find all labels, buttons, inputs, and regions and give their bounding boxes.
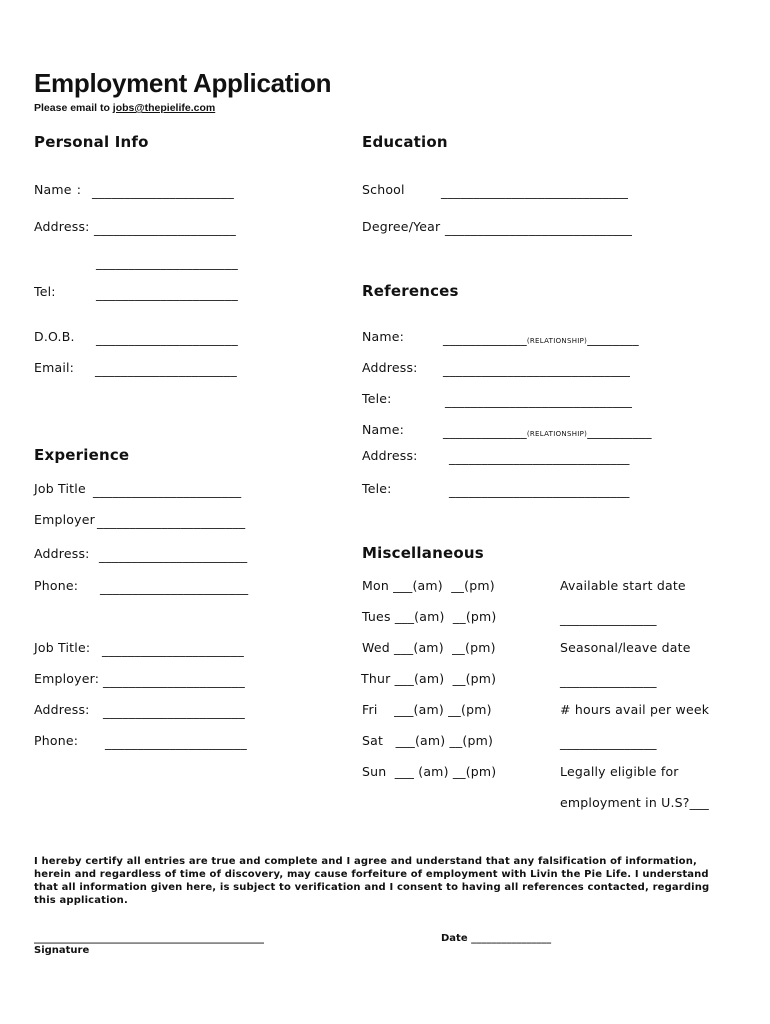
employer1-label: Employer [34,512,95,527]
signature-field[interactable]: ______________________________________________ [34,933,264,944]
seasonal-leave-label: Seasonal/leave date [560,640,691,655]
name-colon: : [76,182,82,197]
tel-field[interactable]: ______________________ [96,286,238,301]
availability-sat[interactable]: Sat ___(am) __(pm) [362,733,494,748]
ref1-name-label: Name: [362,329,405,344]
address-label: Address: [34,219,90,234]
availability-mon[interactable]: Mon ___(am) __(pm) [362,578,495,593]
availability-sun[interactable]: Sun ___ (am) __(pm) [362,764,497,779]
certification-statement: I hereby certify all entries are true and complete and I agree and understand that any falsification of information, herein and regardless of time of discovery, may cause forfeiture of employment with Livin the Pie Life. I understand that all information given here, is subject to verification and I consent to having all references contacted, regarding this application. [34,856,710,906]
ref2-tele-field[interactable]: ____________________________ [449,483,630,498]
employer2-label: Employer: [34,671,100,686]
phone1-label: Phone: [34,578,79,593]
signature-label: Signature [34,945,90,956]
school-label: School [362,182,405,197]
ref2-tele-label: Tele: [362,481,392,496]
job1-field[interactable]: _______________________ [93,483,242,498]
ref2-relationship-line: __________ [587,424,652,439]
ref1-relationship-line: ________ [587,331,639,346]
ref1-tele-label: Tele: [362,391,392,406]
ref1-address-field[interactable]: _____________________________ [443,362,631,377]
phone2-label: Phone: [34,733,79,748]
address-field[interactable]: ______________________ [94,221,236,236]
exp-address1-label: Address: [34,546,90,561]
employer1-field[interactable]: _______________________ [97,514,246,529]
miscellaneous-heading: Miscellaneous [362,544,484,562]
email-prefix: Please email to [34,102,113,114]
phone2-field[interactable]: ______________________ [105,735,247,750]
ref2-name-field[interactable] [443,424,652,439]
availability-wed[interactable]: Wed ___(am) __(pm) [362,640,496,655]
email-field[interactable]: ______________________ [95,362,237,377]
exp-address2-label: Address: [34,702,90,717]
ref2-name-label: Name: [362,422,405,437]
personal-info-heading: Personal Info [34,133,149,151]
exp-address1-field[interactable]: _______________________ [99,548,248,563]
dob-label: D.O.B. [34,329,75,344]
address-field-2[interactable]: ______________________ [96,255,238,270]
school-field[interactable]: _____________________________ [441,184,629,199]
phone1-field[interactable]: _______________________ [100,580,249,595]
name-field[interactable]: ______________________ [92,184,234,199]
experience-heading: Experience [34,446,130,464]
ref1-name-field[interactable] [443,331,639,346]
seasonal-leave-field[interactable]: _______________ [560,673,657,688]
name-label [34,182,81,197]
ref2-address-field[interactable]: ____________________________ [449,450,630,465]
availability-fri[interactable]: Fri ___(am) __(pm) [362,702,492,717]
ref1-relationship-field: (RELATIONSHIP) [526,337,588,345]
education-heading: Education [362,133,448,151]
date-field[interactable]: ________________ [471,933,552,944]
email-link[interactable]: jobs@thepielife.com [112,102,216,114]
job1-label: Job Title [34,481,86,496]
availability-tues[interactable]: Tues ___(am) __(pm) [362,609,497,624]
ref1-tele-field[interactable]: _____________________________ [445,393,633,408]
exp-address2-field[interactable]: ______________________ [103,704,245,719]
email-instruction [34,102,215,114]
eligibility-label: Legally eligible for [560,764,679,779]
employer2-field[interactable]: ______________________ [103,673,245,688]
availability-thur[interactable]: Thur ___(am) __(pm) [361,671,497,686]
name-label-text: Name [34,182,72,197]
date-field-group[interactable] [441,933,551,944]
start-date-label: Available start date [560,578,686,593]
ref1-address-label: Address: [362,360,418,375]
eligibility-field[interactable]: employment in U.S?___ [560,795,709,810]
hours-avail-field[interactable]: _______________ [560,735,657,750]
ref2-relationship-field: (RELATIONSHIP) [526,430,588,438]
ref2-address-label: Address: [362,448,418,463]
degree-label: Degree/Year [362,219,441,234]
ref1-name-line: _____________ [443,331,527,346]
start-date-field[interactable]: _______________ [560,611,657,626]
dob-field[interactable]: ______________________ [96,331,238,346]
date-label: Date [441,933,468,944]
ref2-name-line: _____________ [443,424,527,439]
references-heading: References [362,282,459,300]
tel-label: Tel: [34,284,56,299]
degree-field[interactable]: _____________________________ [445,221,633,236]
email-label: Email: [34,360,75,375]
hours-avail-label: # hours avail per week [560,702,710,717]
page-title: Employment Application [34,68,332,98]
job2-label: Job Title: [34,640,91,655]
job2-field[interactable]: ______________________ [102,642,244,657]
